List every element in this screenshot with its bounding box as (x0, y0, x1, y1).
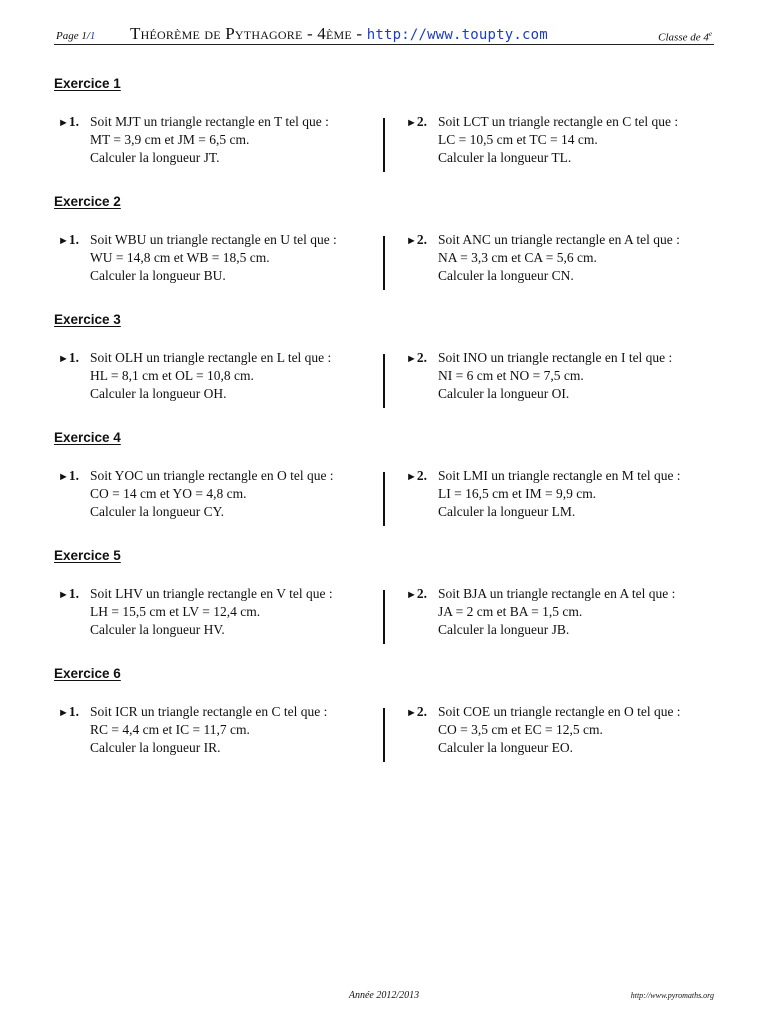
question-given-values: CO = 3,5 cm et EC = 12,5 cm. (438, 722, 603, 737)
question-statement: Soit OLH un triangle rectangle en L tel que : (90, 350, 332, 365)
question-2 (406, 585, 726, 639)
question-given-values: NA = 3,3 cm et CA = 5,6 cm. (438, 250, 597, 265)
question-statement: Soit LCT un triangle rectangle en C tel que : (438, 114, 679, 129)
exercise-block (54, 76, 716, 186)
question-2 (406, 349, 726, 403)
question-1 (58, 349, 378, 403)
question-given-values: HL = 8,1 cm et OL = 10,8 cm. (90, 368, 254, 383)
question-given-values: LH = 15,5 cm et LV = 12,4 cm. (90, 604, 261, 619)
question-task: Calculer la longueur TL. (438, 150, 572, 165)
question-statement: Soit MJT un triangle rectangle en T tel que : (90, 114, 329, 129)
question-statement: Soit ANC un triangle rectangle en A tel que : (438, 232, 680, 247)
exercise-title: Exercice 2 (54, 194, 121, 209)
question-given-values: LI = 16,5 cm et IM = 9,9 cm. (438, 486, 597, 501)
question-task: Calculer la longueur OH. (90, 386, 227, 401)
header-link[interactable]: http://www.toupty.com (366, 27, 548, 43)
question-given-values: RC = 4,4 cm et IC = 11,7 cm. (90, 722, 250, 737)
question-marker: ►1. (58, 114, 80, 129)
question-marker: ►2. (406, 114, 428, 129)
question-statement: Soit YOC un triangle rectangle en O tel que : (90, 468, 334, 483)
question-2 (406, 231, 726, 285)
question-marker: ►2. (406, 586, 428, 601)
question-2 (406, 467, 726, 521)
question-marker: ►1. (58, 350, 80, 365)
question-task: Calculer la longueur CY. (90, 504, 224, 519)
column-divider (383, 708, 385, 762)
question-task: Calculer la longueur JT. (90, 150, 220, 165)
question-given-values: CO = 14 cm et YO = 4,8 cm. (90, 486, 247, 501)
column-divider (383, 590, 385, 644)
exercise-block (54, 548, 716, 658)
question-task: Calculer la longueur CN. (438, 268, 574, 283)
column-divider (383, 118, 385, 172)
exercise-title: Exercice 6 (54, 666, 121, 681)
triangle-pointer-icon: ► (406, 117, 417, 129)
triangle-pointer-icon: ► (406, 589, 417, 601)
question-statement: Soit BJA un triangle rectangle en A tel que : (438, 586, 676, 601)
page-title: Théorème de Pythagore - 4ème - http://www.toupty.com (130, 24, 548, 43)
triangle-pointer-icon: ► (406, 353, 417, 365)
question-given-values: WU = 14,8 cm et WB = 18,5 cm. (90, 250, 270, 265)
question-given-values: MT = 3,9 cm et JM = 6,5 cm. (90, 132, 250, 147)
question-marker: ►2. (406, 468, 428, 483)
exercise-title: Exercice 1 (54, 76, 121, 91)
question-task: Calculer la longueur HV. (90, 622, 225, 637)
page-footer (54, 990, 714, 1004)
column-divider (383, 354, 385, 408)
triangle-pointer-icon: ► (58, 589, 69, 601)
exercise-title: Exercice 4 (54, 430, 121, 445)
question-statement: Soit ICR un triangle rectangle en C tel que : (90, 704, 328, 719)
question-marker: ►1. (58, 232, 80, 247)
question-task: Calculer la longueur LM. (438, 504, 576, 519)
question-statement: Soit LMI un triangle rectangle en M tel que : (438, 468, 681, 483)
question-task: Calculer la longueur EO. (438, 740, 573, 755)
question-1 (58, 231, 378, 285)
class-level: Classe de 4e (658, 30, 712, 44)
exercise-title: Exercice 3 (54, 312, 121, 327)
triangle-pointer-icon: ► (406, 471, 417, 483)
question-task: Calculer la longueur JB. (438, 622, 570, 637)
question-marker: ►2. (406, 350, 428, 365)
exercise-block (54, 666, 716, 776)
question-1 (58, 703, 378, 757)
triangle-pointer-icon: ► (406, 235, 417, 247)
column-divider (383, 472, 385, 526)
question-task: Calculer la longueur BU. (90, 268, 226, 283)
question-marker: ►2. (406, 232, 428, 247)
exercise-block (54, 194, 716, 304)
column-divider (383, 236, 385, 290)
question-statement: Soit LHV un triangle rectangle en V tel que : (90, 586, 333, 601)
triangle-pointer-icon: ► (58, 471, 69, 483)
school-year: Année 2012/2013 (348, 990, 420, 1001)
question-marker: ►1. (58, 468, 80, 483)
exercise-title: Exercice 5 (54, 548, 121, 563)
triangle-pointer-icon: ► (58, 235, 69, 247)
question-2 (406, 703, 726, 757)
page-number: Page 1/1 (56, 30, 96, 42)
question-given-values: LC = 10,5 cm et TC = 14 cm. (438, 132, 598, 147)
question-1 (58, 113, 378, 167)
triangle-pointer-icon: ► (58, 707, 69, 719)
question-given-values: NI = 6 cm et NO = 7,5 cm. (438, 368, 584, 383)
triangle-pointer-icon: ► (406, 707, 417, 719)
question-statement: Soit WBU un triangle rectangle en U tel que : (90, 232, 337, 247)
question-marker: ►1. (58, 586, 80, 601)
question-statement: Soit INO un triangle rectangle en I tel que : (438, 350, 673, 365)
question-marker: ►1. (58, 704, 80, 719)
question-2 (406, 113, 726, 167)
question-given-values: JA = 2 cm et BA = 1,5 cm. (438, 604, 583, 619)
question-1 (58, 585, 378, 639)
exercise-block (54, 430, 716, 540)
page-header (54, 24, 714, 45)
question-statement: Soit COE un triangle rectangle en O tel que : (438, 704, 681, 719)
triangle-pointer-icon: ► (58, 353, 69, 365)
triangle-pointer-icon: ► (58, 117, 69, 129)
question-task: Calculer la longueur OI. (438, 386, 570, 401)
question-1 (58, 467, 378, 521)
exercise-block (54, 312, 716, 422)
question-marker: ►2. (406, 704, 428, 719)
question-task: Calculer la longueur IR. (90, 740, 221, 755)
footer-link[interactable]: http://www.pyromaths.org (630, 991, 714, 1000)
